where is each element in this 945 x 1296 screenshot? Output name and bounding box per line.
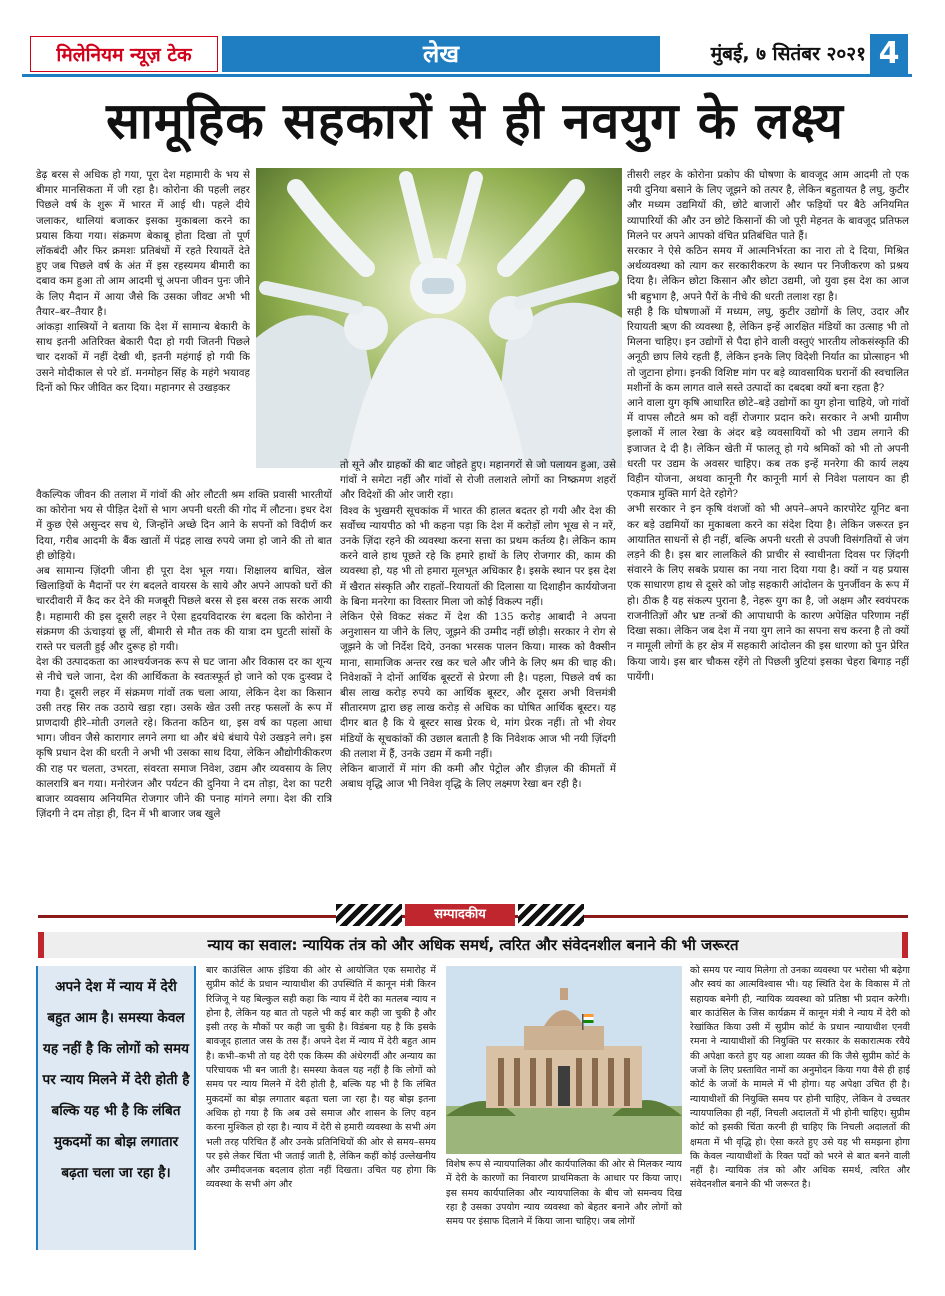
editorial-column-1: बार काउंसिल आफ इंडिया की ओर से आयोजित एक समारोह में सुप्रीम कोर्ट के प्रधान न्यायाधीश की उपस्थिति में कानून मंत्री किरन रिजिजू ने यह बिल्कुल सही कहा कि न्याय में देरी का मतलब न्याय न होना है, लेकिन यह बात तो पहले भी कई बार कही जा चुकी है और इसी तरह के मौकों पर कही जा चुकी है। विडंबना यह है कि इसके बावजूद हालात जस के तस हैं। अपने देश में न्याय में देरी बहुत आम है। कभी–कभी तो यह देरी एक किस्म की अंधेरगर्दी और अन्याय का परिचायक भी बन जाती है। समस्या केवल यह नहीं है कि लोगों को समय पर न्याय मिलने में देरी होती है, बल्कि यह भी है कि लंबित मुकदमों का बोझ लगातार बढ़ता चला जा रहा है। यह बोझ इतना अधिक हो गया है कि अब उसे समाज और शासन के लिए वहन करना मुश्किल हो रहा है। न्याय में देरी से हमारी व्यवस्था के सभी अंग भली तरह परिचित हैं और उनके प्रतिनिधियों की ओर से समय–समय पर इसे लेकर चिंता भी जताई जाती है, लेकिन कहीं कोई उल्लेखनीय और उम्मीदजनक बदलाव होता नहीं दिखता। उचित यह होगा कि व्यवस्था के सभी अंग और xyxy=(206,965,436,1191)
editorial-label: सम्पादकीय xyxy=(405,904,515,926)
article-paragraph: अभी सरकार ने इन कृषि वंशजों को भी अपने–अपने कारपोरेट यूनिट बना कर बड़े उद्यमियों का मुकाबला करने का संदेश दिया है। लेकिन जरूरत इन आयातित साधनों से ही नहीं, बल्कि अपनी धरती से उपजी विसंगतियों से जंग लड़ने की है। इस बार लालकिले की प्राचीर से स्वाधीनता दिवस पर ज़िंदगी संवारने के लिए सबके प्रयास का नया नारा दिया गया है। क्यों न यह प्रयास एक साधारण हाथ से दूसरे को जोड़ सहकारी आंदोलन के पुनर्जीवन के रूप में हो। ठीक है यह संकल्प पुराना है, नेहरू युग का है, जो अक्षम और स्वयंपरक राजनीतिज्ञों और भ्रष्ट तन्त्रों की आपाधापी के कारण अपेक्षित परिणाम नहीं दिखा सका। लेकिन जब देश में नया युग लाने का सपना सच करना है तो क्यों न मामूली लोगों के हर क्षेत्र में सहकारी आंदोलन की इस धारणा को पुन प्रेरित किया जाये। इस बार चौकस रहेंगे तो पिछली त्रुटियां इसका चेहरा बिगाड़ नहीं पायेंगी। xyxy=(627,503,909,683)
headline-accent-right xyxy=(902,932,908,958)
article-paragraph: अब सामान्य ज़िंदगी जीना ही पूरा देश भूल गया। शिक्षालय बाधित, खेल खिलाड़ियों के मैदानों पर रंग बदलते वायरस के साये और अपने आपको घरों की चारदीवारी में कैद कर देने की मजबूरी पिछले बरस से इस बरस तक सरक आयी है। महामारी की इस दूसरी लहर ने ऐसा हृदयविदारक रंग बदला कि कोरोना ने संक्रमण की ऊंचाइयां छू लीं, बीमारी से मौत तक की यात्रा दम घुटती सांसों के रास्ते पर चलती हुई और दुरूह हो गयी। xyxy=(36,565,332,654)
editorial-stripes-right xyxy=(518,904,584,926)
court-building-icon xyxy=(446,966,682,1154)
article-paragraph: सही है कि घोषणाओं में मध्यम, लघु, कुटीर उद्योगों के लिए, उदार और रियायती ऋण की व्यवस्था है, लेकिन इन्हें आरक्षित मंडियों का उत्साह भी तो मिलना चाहिए। इन उद्योगों से पैदा होने वाली वस्तुएं भारतीय लोकसंस्कृति की अनूठी छाप लिये रहती हैं, लेकिन इनके लिए विदेशी निर्यात का प्रोत्साहन भी तो जुटाना होगा। इनकी विशिष्ट मांग पर बड़े व्यावसायिक घरानों की स्वचालित मशीनों के कम लागत वाले सस्ते उत्पादों का दबदबा क्यों बना रहता है? xyxy=(627,305,909,394)
masthead-rule xyxy=(22,74,912,77)
supreme-court-photo xyxy=(446,966,682,1154)
dateline: मुंबई, ७ सितंबर २०२१ xyxy=(710,43,866,65)
headline-accent-left xyxy=(38,932,44,958)
article-paragraph: तीसरी लहर के कोरोना प्रकोप की घोषणा के बावजूद आम आदमी तो एक नयी दुनिया बसाने के लिए जूझने को तत्पर है, लेकिन बहुतायत है लघु, कुटीर और मध्यम उद्यमियों की, छोटे बाजारों और फड़ियों पर बैठे अनियमित व्यापारियों की और उन छोटे किसानों की जो पूरी मेहनत के बावजूद प्रतिफल मिलने पर अपने आपको वंचित प्रतिबंधित पाते हैं। xyxy=(627,169,909,242)
article-column-3 xyxy=(627,168,909,888)
pull-quote: अपने देश में न्याय में देरी बहुत आम है। समस्या केवल यह नहीं है कि लोगों को समय पर न्याय मिलने में देरी होती है बल्कि यह भी है कि लंबित मुकदमों का बोझ लगातार बढ़ता चला जा रहा है। xyxy=(36,966,196,1250)
article-paragraph: सरकार ने ऐसे कठिन समय में आत्मनिर्भरता का नारा तो दे दिया, मिश्रित अर्थव्यवस्था को त्याग कर सरकारीकरण के स्थान पर निजीकरण को प्रश्रय दिया है। लेकिन छोटा किसान और छोटा उद्यमी, जो युवा इस देश का आज भी बहुभाग है, अपने पैरों के नीचे की धरती तलाश रहा है। xyxy=(627,245,909,303)
article-paragraph: आंकड़ा शास्त्रियों ने बताया कि देश में सामान्य बेकारी के साथ इतनी अतिरिक्त बेकारी पैदा हो गयी जितनी पिछले चार दशकों में नहीं देखी थी, इतनी महंगाई हो गयी कि उसने मोदीकाल से परे डॉ. मनमोहन सिंह के महंगे भयावह दिनों को फिर जीवित कर दिया। महानगर से उखड़कर xyxy=(36,321,250,394)
article-paragraph: डेढ़ बरस से अधिक हो गया, पूरा देश महामारी के भय से बीमार मानसिकता में जी रहा है। कोरोना की पहली लहर पिछले वर्ष के शुरू में भारत में आई थी। पहले दीये जलाकर, थालियां बजाकर इसका मुकाबला करने का प्रयास किया गया। संक्रमण बेकाबू होता दिखा तो पूर्ण लॉकबंदी और फिर क्रमशः प्रतिबंधों में रहते रियायतें देते हुए जब पिछले वर्ष के अंत में इस रहस्यमय बीमारी का दबाव कम हुआ तो आम आदमी चूं अपना जीवन पुनः जीने के लिए मैदान में आया जैसे कि उसका जीवट अभी भी तैयार–बर–तैयार है। xyxy=(36,169,250,318)
health-workers-photo xyxy=(256,168,622,468)
article-paragraph: लेकिन बाजारों में मांग की कमी और पेट्रोल और डीज़ल की कीमतों में अबाध वृद्धि आज भी निवेश वृद्धि के लिए लक्ष्मण रेखा बन रही है। xyxy=(340,763,616,791)
editorial-headline: न्याय का सवाल: न्यायिक तंत्र को और अधिक समर्थ, त्वरित और संवेदनशील बनाने की भी जरूरत xyxy=(38,932,908,958)
article-headline: सामूहिक सहकारों से ही नवयुग के लक्ष्य xyxy=(106,92,844,150)
article-paragraph: वैकल्पिक जीवन की तलाश में गांवों की ओर लौटती श्रम शक्ति प्रवासी भारतीयों का कोरोना भय से पीड़ित देशों से भाग अपनी धरती की गोद में लौटना। इधर देश में कुछ ऐसे असुन्दर सच थे, जिन्होंने अच्छे दिन आने के सपनों को विदीर्ण कर दिया, गरीब आदमी के बैंक खातों में पंद्रह लाख रुपये जमा हो जाने की तो बात ही छोड़िये। xyxy=(36,489,332,562)
article-column-1-lower xyxy=(36,488,332,890)
article-column-1 xyxy=(36,168,250,488)
page-number: 4 xyxy=(870,34,908,74)
article-paragraph: विश्व के भुखमरी सूचकांक में भारत की हालत बदतर हो गयी और देश की सर्वोच्च न्यायपीठ को भी कहना पड़ा कि देश में करोड़ों लोग भूख से न मरें, उनके ज़िंदा रहने की व्यवस्था करना सत्ता का प्रथम कर्तव्य है। लेकिन काम करने वाले हाथ पूछते रहे कि हमारे हाथों के लिए रोजगार की, काम की व्यवस्था हो, यह भी तो हमारा मूलभूत अधिकार है। इसके स्थान पर इस देश में खैरात संस्कृति और राहतों–रियायतों की दिलासा या दिशाहीन कार्ययोजना के बिना मनरेगा का विस्तार मिला जो कोई विकल्प नहीं। xyxy=(340,504,616,608)
article-column-2 xyxy=(340,458,616,878)
article-paragraph: तो सूने और ग्राहकों की बाट जोहते हुए। महानगरों से जो पलायन हुआ, उसे गांवों ने समेटा नहीं और गांवों से रोजी तलाशते लोगों का निष्क्रमण शहरों और विदेशों की ओर जारी रहा। xyxy=(340,459,616,502)
paper-name: मिलेनियम न्यूज़ टेक xyxy=(30,36,218,72)
article-photo xyxy=(256,168,622,468)
section-title: लेख xyxy=(222,36,660,72)
editorial-column-3: को समय पर न्याय मिलेगा तो उनका व्यवस्था पर भरोसा भी बढ़ेगा और स्वयं का आत्मविश्वास भी। यह स्थिति देश के विकास में तो सहायक बनेगी ही, न्यायिक व्यवस्था को प्रतिष्ठा भी प्रदान करेगी। बार काउंसिल के जिस कार्यक्रम में कानून मंत्री ने न्याय में देरी को रेखांकित किया उसी में सुप्रीम कोर्ट के प्रधान न्यायाधीश एनवी रमना ने न्यायाधीशों की नियुक्ति पर सरकार के सकारात्मक रवैये की अपेक्षा करते हुए यह आशा व्यक्त की कि जैसे सुप्रीम कोर्ट के जजों के लिए प्रस्तावित नामों का अनुमोदन किया गया वैसे ही हाई कोर्ट के जजों के मामले में भी होगा। यह अपेक्षा उचित ही है।न्यायाधीशों की नियुक्ति समय पर होनी चाहिए, लेकिन वे उच्चतर न्यायपालिका ही नहीं, निचली अदालतों में भी होनी चाहिए। सुप्रीम कोर्ट को इसकी चिंता करनी ही चाहिए कि निचली अदालतों की क्षमता में भी वृद्धि हो। ऐसा करते हुए उसे यह भी समझना होगा कि केवल न्यायाधीशों के रिक्त पदों को भरने से बात बनने वाली नहीं है। न्यायिक तंत्र को और अधिक समर्थ, त्वरित और संवेदनशील बनाने की भी जरूरत है। xyxy=(690,965,910,1191)
editorial-stripes-left xyxy=(336,904,402,926)
editorial-column-2: विशेष रूप से न्यायपालिका और कार्यपालिका की ओर से मिलकर न्याय में देरी के कारणों का निवारण प्राथमिकता के आधार पर किया जाए।इस समय कार्यपालिका और न्यायपालिका के बीच जो समन्वय दिख रहा है उसका उपयोग न्याय व्यवस्था को बेहतर बनाने और लोगों को समय पर इंसाफ दिलाने में किया जाना चाहिए। जब लोगों xyxy=(446,1159,682,1228)
article-paragraph: देश की उत्पादकता का आश्चर्यजनक रूप से घट जाना और विकास दर का शून्य से नीचे चले जाना, देश की आर्थिकता के स्वतःस्फूर्त हो जाने को एक दुःस्वप्न दे गया है। दूसरी लहर में संक्रमण गांवों तक चला आया, लेकिन देश का किसान उसी तरह सिर तक उठाये खड़ा रहा। उसके खेत उसी तरह फसलों के रूप में प्राणदायी हीरे–मोती उगलते रहे। कितना कठिन था, इस वर्ष का पहला आधा भाग। जीवन जैसे कारागार लगने लगा था और बंधे बंधाये पेशे उखड़ने लगे। इस कृषि प्रधान देश की धरती ने अभी भी उसका साथ दिया, लेकिन औद्योगीकीकरण की राह पर चलता, उभरता, संवरता समाज निवेश, उद्यम और व्यवसाय के लिए कालरात्रि बन गया। मनोरंजन और पर्यटन की दुनिया ने दम तोड़ा, देश का पटरी बाजार व्यवसाय अनियमित रोजगार जीने की पनाह मांगने लगा। देश की रात्रि ज़िंदगी ने दम तोड़ा ही, दिन में भी बाजार जब खुले xyxy=(36,656,332,821)
article-paragraph: आने वाला युग कृषि आधारित छोटे–बड़े उद्योगों का युग होना चाहिये, जो गांवों में वापस लौटते श्रम को वहीं रोजगार प्रदान करे। सरकार ने अभी ग्रामीण इलाकों में लाल रेखा के अंदर बड़े व्यवसायियों को भी उद्यम लगाने की इजाजत दे दी है। लेकिन खेती में फालतू हो गये श्रमिकों को भी तो अपनी धरती पर उद्यम के अवसर चाहिए। कब तक इन्हें मनरेगा की कार्य लक्ष्य विहीन योजना, अथवा कानूनी गैर कानूनी मार्ग से निवेश पलायन का ही एकमात्र मुक्ति मार्ग देते रहोगे? xyxy=(627,397,909,501)
article-paragraph: लेकिन ऐसे विकट संकट में देश की 135 करोड़ आबादी ने अपना अनुशासन या जीने के लिए, जूझने की उम्मीद नहीं छोड़ी। सरकार ने रोग से जूझने के जो निर्देश दिये, उनका भरसक पालन किया। मास्क को वैक्सीन माना, सामाजिक अन्तर रख कर चले और जीने के लिए श्रम की चाह की। निवेशकों ने दोनों आर्थिक बूस्टरों से प्रेरणा ली है। पहला, पिछले वर्ष का बीस लाख करोड़ रुपये का आर्थिक बूस्टर, और दूसरा अभी वित्तमंत्री सीतारमण द्वारा छह लाख करोड़ से अधिक का घोषित आर्थिक बूस्टर। यह दीगर बात है कि ये बूस्टर साख प्रेरक थे, मांग प्रेरक नहीं। तो भी शेयर मंडियों के सूचकांकों की उछाल बताती है कि निवेशक आज भी नयी ज़िंदगी की तलाश में हैं, उनके उद्यम में कमी नहीं। xyxy=(340,611,616,760)
